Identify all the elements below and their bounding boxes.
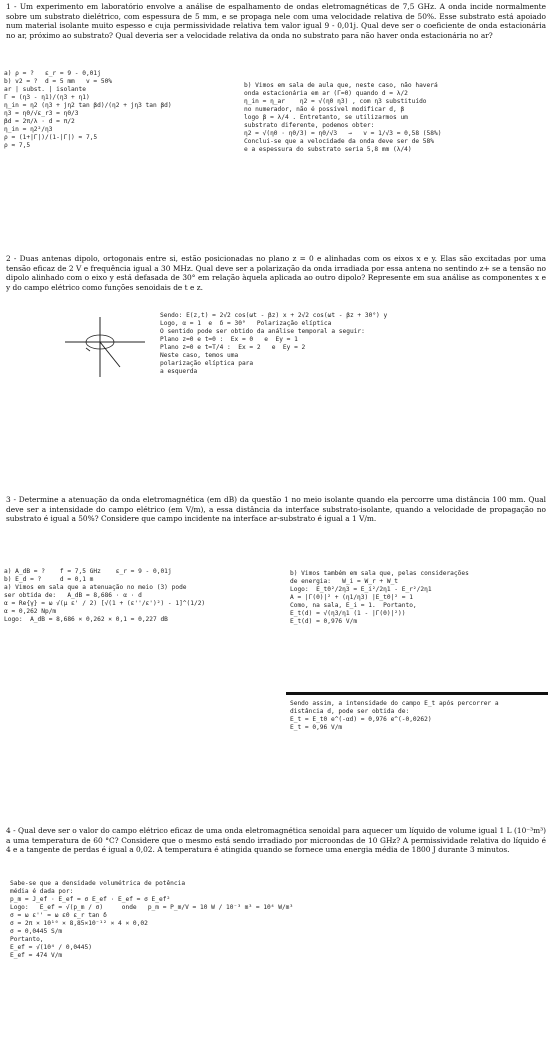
handwritten-line: Portanto, [10, 936, 44, 943]
handwritten-line: α = Re{γ} = ω √(μ ε' / 2) [√(1 + (ε''/ε')²) - 1]^(1/2) [4, 600, 206, 607]
handwritten-line: E_ef = 474 V/m [10, 952, 63, 959]
axes-sketch-diagram [60, 312, 150, 382]
handwritten-line: A = |Γ(0)|² + (η1/η3) |E_t0|² = 1 [290, 594, 413, 601]
handwritten-line: Sabe-se que a densidade volumétrica de potência [10, 880, 186, 887]
handwritten-line: média é dada por: [10, 888, 74, 895]
handwritten-line: ser obtida de: A_dB = 8,686 · α · d [4, 592, 142, 599]
handwritten-line: ρ = (1+|Γ|)/(1-|Γ|) ≈ 7,5 [4, 134, 98, 141]
handwritten-line: σ = 0,0445 S/m [10, 928, 63, 935]
answer-1-right [244, 82, 546, 212]
handwritten-line: de energia: W_i = W_r + W_t [290, 578, 399, 585]
handwritten-line: substrato diferente, podemos obter: [244, 122, 375, 129]
handwritten-line: Sendo assim, a intensidade do campo E_t após percorrer a [290, 700, 499, 707]
handwritten-line: distância d, pode ser obtida de: [290, 708, 410, 715]
handwritten-line: α ≈ 0,262 Np/m [4, 608, 57, 615]
handwritten-line: polarização elíptica para [160, 360, 254, 367]
handwritten-line: Conclui-se que a velocidade da onda deve ser de 58% [244, 138, 434, 145]
handwritten-line: O sentido pode ser obtido da análise temporal a seguir: [160, 328, 365, 335]
handwritten-line: ar | subst. | isolante [4, 86, 86, 93]
handwritten-line: E_t = 0,96 V/m [290, 724, 343, 731]
question-4-text: 4 - Qual deve ser o valor do campo elétrico eficaz de uma onda eletromagnética senoidal para aquecer um líquido de volume igual 1 L (10⁻³m³) a uma temperatura de 60 °C? Considere que o mesmo está sendo irradiado por microondas de 10 GHz? A permissividade relativa do líquido é 4 e a tangente de perdas é igual a 0,02. A temperatura é atingida quando se fornece uma energia média de 1800 J durante 3 minutos. [6, 826, 546, 855]
handwritten-line: Sendo: E(z,t) = 2√2 cos(ωt - βz) x + 2√2 cos(ωt - βz + 30°) y [160, 312, 388, 319]
handwritten-line: a) ρ = ? ε_r = 9 - 0,01j [4, 70, 101, 77]
answer-divider [286, 692, 548, 695]
handwritten-line: a) Vimos em sala que a atenuação no meio (3) pode [4, 584, 187, 591]
handwritten-line: Logo: A_dB = 8,686 × 0,262 × 0,1 = 0,227 dB [4, 616, 168, 623]
handwritten-line: p_m = J_ef · E_ef = σ E_ef · E_ef = σ E_ef² [10, 896, 171, 903]
handwritten-line: a) A_dB = ? f = 7,5 GHz ε_r = 9 - 0,01j [4, 568, 172, 575]
question-1-text: 1 - Um experimento em laboratório envolve a análise de espalhamento de ondas eletromagnéticas de 7,5 GHz. A onda incide normalmente sobre um substrato dielétrico, com espessura de 5 mm, e se propaga nele com uma velocidade relativa de 50%. Esse substrato está apoiado num material isolante muito espesso e cuja permissividade relativa tem valor igual 9 - 0,01j. Qual deve ser o coeficiente de onda estacionária no ar, próximo ao substrato? Qual deveria ser a velocidade relativa da onda no substrato para não haver onda estacionária no ar? [6, 2, 546, 40]
handwritten-line: η_in = η2 (η3 + jη2 tan βd)/(η2 + jη3 tan βd) [4, 102, 172, 109]
handwritten-line: a esquerda [160, 368, 198, 375]
handwritten-line: η2 = √(η0 · η0/3) = η0/√3 → v = 1/√3 = 0,58 (58%) [244, 130, 442, 137]
handwritten-line: βd = 2π/λ · d = π/2 [4, 118, 75, 125]
handwritten-line: E_t = E_t0 e^(-αd) = 0,976 e^(-0,0262) [290, 716, 432, 723]
answer-1-left [4, 70, 234, 230]
handwritten-line: Γ = (η3 - η1)/(η3 + η1) [4, 94, 90, 101]
handwritten-line: b) v2 = ? d = 5 mm v = 50% [4, 78, 113, 85]
handwritten-line: Logo: E_ef = √(p_m / σ) onde p_m = P_m/V = 10 W / 10⁻³ m³ = 10⁴ W/m³ [10, 904, 294, 911]
handwritten-line: E_ef = √(10⁴ / 0,0445) [10, 944, 92, 951]
handwritten-line: η_in = η_ar η2 = √(η0 η3) , com η3 substituído [244, 98, 427, 105]
answer-3-right-top [290, 570, 546, 650]
handwritten-line: e a espessura do substrato seria 5,8 mm (λ/4) [244, 146, 412, 153]
handwritten-line: no numerador, não é possível modificar d, β [244, 106, 405, 113]
handwritten-line: b) E_d = ? d = 0,1 m [4, 576, 94, 583]
handwritten-line: Neste caso, temos uma [160, 352, 239, 359]
handwritten-line: logo β = λ/4 . Entretanto, se utilizarmos um [244, 114, 408, 121]
handwritten-line: η_in = η2²/η3 [4, 126, 53, 133]
handwritten-line: Plano z=0 e t=T/4 : Ex = 2 e Ey = 2 [160, 344, 306, 351]
handwritten-line: ρ ≈ 7,5 [4, 142, 31, 149]
handwritten-line: E_t(d) = √(η3/η1 (1 - |Γ(0)|²)) [290, 610, 406, 617]
handwritten-line: onda estacionária em ar (Γ=0) quando d = λ/2 [244, 90, 408, 97]
question-2-text: 2 - Duas antenas dipolo, ortogonais entre si, estão posicionadas no plano z = 0 e alinhadas com os eixos x e y. Elas são excitadas por uma tensão eficaz de 2 V e frequência igual a 30 MHz. Qual deve ser a polarização da onda irradiada por essa antena no sentindo z+ se a tensão no dipolo alinhado com o eixo y está defasada de 30° em relação àquela aplicada ao outro dipolo? Represente em sua análise as componentes x e y do campo elétrico como funções senoidais de t e z. [6, 254, 546, 292]
handwritten-line: b) Vimos também em sala que, pelas considerações [290, 570, 469, 577]
handwritten-line: Logo, α = 1 e δ = 30° Polarização elíptica [160, 320, 332, 327]
question-3-text: 3 - Determine a atenuação da onda eletromagnética (em dB) da questão 1 no meio isolante quando ela percorre uma distância 100 mm. Qual deve ser a intensidade do campo elétrico (em V/m), a essa distância da interface substrato-isolante, quando a velocidade de propagação no substrato é igual a 50%? Considere que campo incidente na interface ar-substrato é igual a 1 V/m. [6, 495, 546, 524]
handwritten-line: b) Vimos em sala de aula que, neste caso, não haverá [244, 82, 438, 89]
handwritten-line: σ = 2π × 10¹⁰ × 8,85×10⁻¹² × 4 × 0,02 [10, 920, 148, 927]
handwritten-line: Logo: E_t0²/2η3 = E_i²/2η1 - E_r²/2η1 [290, 586, 432, 593]
handwritten-line: η3 = η0/√ε_r3 = η0/3 [4, 110, 79, 117]
handwritten-line: Plano z=0 e t=0 : Ex = 0 e Ey = 1 [160, 336, 298, 343]
answer-2 [160, 312, 540, 452]
answer-4 [10, 880, 546, 1030]
handwritten-line: E_t(d) = 0,976 V/m [290, 618, 358, 625]
answer-3-left [4, 568, 280, 698]
handwritten-line: σ = ω ε'' = ω ε0 ε_r tan δ [10, 912, 107, 919]
answer-3-right-bottom [290, 700, 546, 744]
handwritten-line: Como, na sala, E_i = 1. Portanto, [290, 602, 417, 609]
